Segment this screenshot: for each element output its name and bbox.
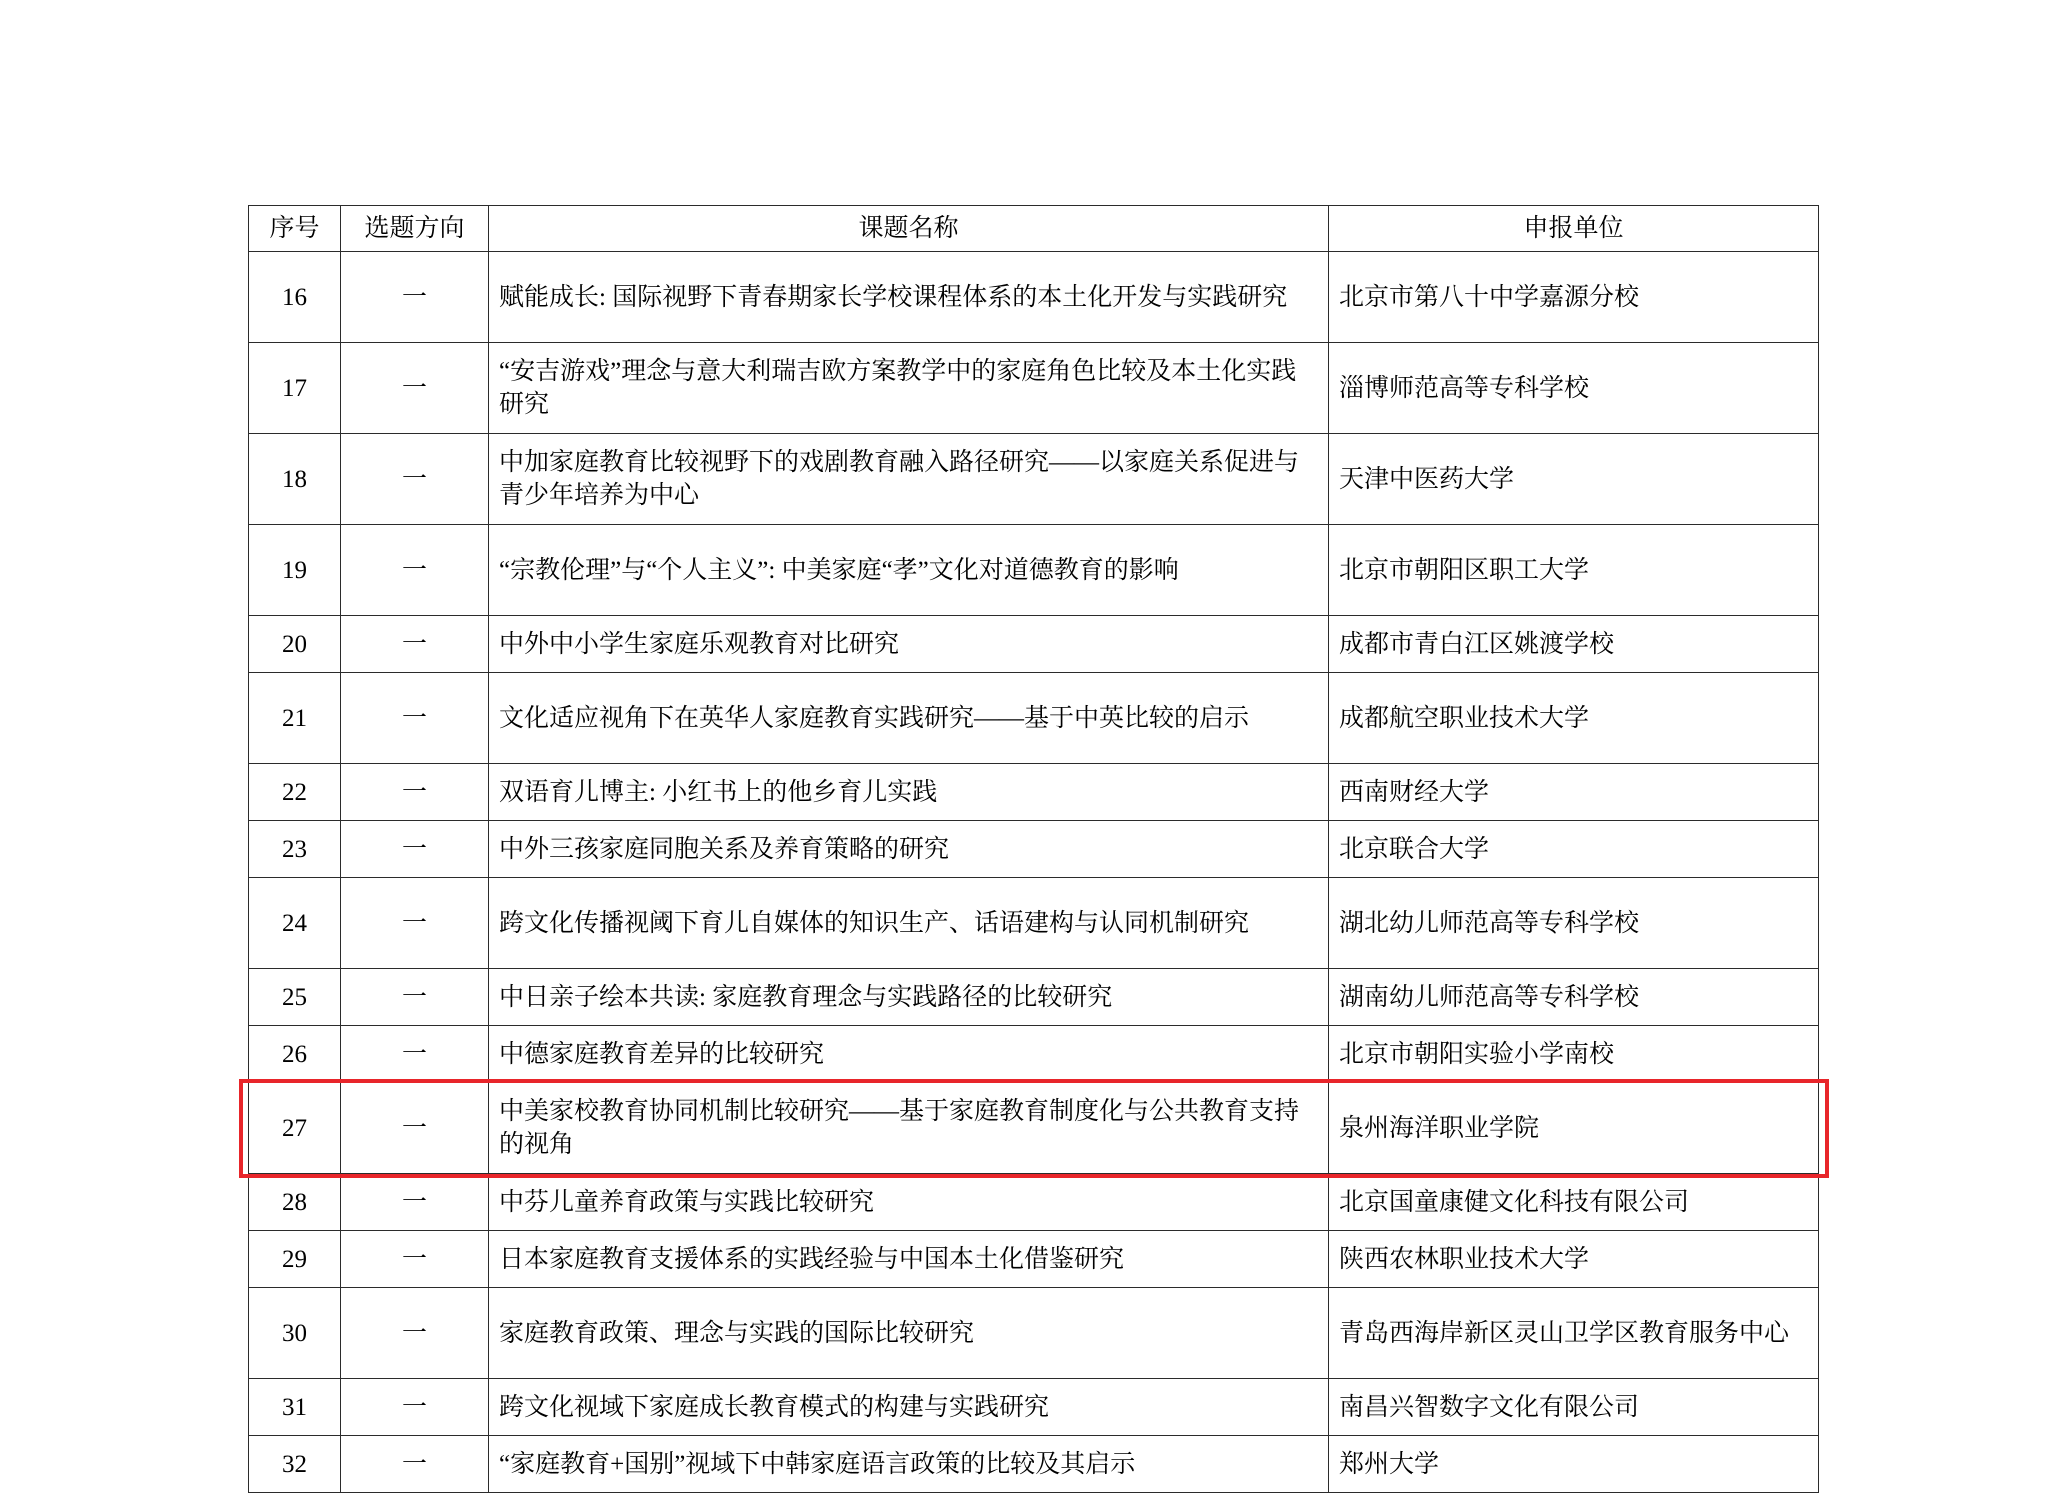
table-header-row — [249, 206, 1819, 252]
cell-direction: 一 — [341, 616, 489, 673]
cell-seq: 18 — [249, 434, 341, 525]
cell-title: 中德家庭教育差异的比较研究 — [489, 1026, 1329, 1083]
table-row — [249, 1379, 1819, 1436]
cell-title: 跨文化视域下家庭成长教育模式的构建与实践研究 — [489, 1379, 1329, 1436]
cell-title: 中芬儿童养育政策与实践比较研究 — [489, 1174, 1329, 1231]
cell-unit: 成都航空职业技术大学 — [1329, 673, 1819, 764]
table-header — [249, 206, 1819, 252]
table-row — [249, 343, 1819, 434]
cell-title: 中美家校教育协同机制比较研究——基于家庭教育制度化与公共教育支持的视角 — [489, 1083, 1329, 1174]
cell-unit: 南昌兴智数字文化有限公司 — [1329, 1379, 1819, 1436]
table-row — [249, 1026, 1819, 1083]
cell-seq: 25 — [249, 969, 341, 1026]
cell-direction: 一 — [341, 1083, 489, 1174]
header-cell-unit: 申报单位 — [1329, 206, 1819, 252]
cell-title: “宗教伦理”与“个人主义”: 中美家庭“孝”文化对道德教育的影响 — [489, 525, 1329, 616]
table-row — [249, 252, 1819, 343]
cell-direction: 一 — [341, 252, 489, 343]
table-row-highlighted — [249, 1083, 1819, 1174]
cell-seq: 19 — [249, 525, 341, 616]
cell-unit: 湖南幼儿师范高等专科学校 — [1329, 969, 1819, 1026]
cell-seq: 23 — [249, 821, 341, 878]
cell-title: 文化适应视角下在英华人家庭教育实践研究——基于中英比较的启示 — [489, 673, 1329, 764]
project-list-table — [248, 205, 1819, 1493]
cell-seq: 22 — [249, 764, 341, 821]
cell-seq: 28 — [249, 1174, 341, 1231]
cell-unit: 成都市青白江区姚渡学校 — [1329, 616, 1819, 673]
cell-seq: 32 — [249, 1436, 341, 1493]
cell-direction: 一 — [341, 1436, 489, 1493]
table-body — [249, 252, 1819, 1493]
table-row — [249, 616, 1819, 673]
header-cell-seq: 序号 — [249, 206, 341, 252]
cell-direction: 一 — [341, 1174, 489, 1231]
table-row — [249, 525, 1819, 616]
cell-seq: 16 — [249, 252, 341, 343]
cell-unit: 西南财经大学 — [1329, 764, 1819, 821]
table-row — [249, 673, 1819, 764]
cell-direction: 一 — [341, 343, 489, 434]
cell-title: 日本家庭教育支援体系的实践经验与中国本土化借鉴研究 — [489, 1231, 1329, 1288]
header-cell-direction: 选题方向 — [341, 206, 489, 252]
cell-unit: 北京市第八十中学嘉源分校 — [1329, 252, 1819, 343]
cell-seq: 30 — [249, 1288, 341, 1379]
cell-title: “家庭教育+国别”视域下中韩家庭语言政策的比较及其启示 — [489, 1436, 1329, 1493]
cell-unit: 青岛西海岸新区灵山卫学区教育服务中心 — [1329, 1288, 1819, 1379]
cell-title: 中日亲子绘本共读: 家庭教育理念与实践路径的比较研究 — [489, 969, 1329, 1026]
cell-unit: 淄博师范高等专科学校 — [1329, 343, 1819, 434]
cell-title: 家庭教育政策、理念与实践的国际比较研究 — [489, 1288, 1329, 1379]
table-row — [249, 764, 1819, 821]
cell-title: 中外三孩家庭同胞关系及养育策略的研究 — [489, 821, 1329, 878]
cell-title: 双语育儿博主: 小红书上的他乡育儿实践 — [489, 764, 1329, 821]
table-row — [249, 1231, 1819, 1288]
cell-seq: 29 — [249, 1231, 341, 1288]
cell-unit: 北京市朝阳实验小学南校 — [1329, 1026, 1819, 1083]
cell-title: 中外中小学生家庭乐观教育对比研究 — [489, 616, 1329, 673]
cell-title: 赋能成长: 国际视野下青春期家长学校课程体系的本土化开发与实践研究 — [489, 252, 1329, 343]
table-row — [249, 821, 1819, 878]
cell-title: 中加家庭教育比较视野下的戏剧教育融入路径研究——以家庭关系促进与青少年培养为中心 — [489, 434, 1329, 525]
project-list-table-wrapper — [248, 205, 1818, 1493]
cell-unit: 北京国童康健文化科技有限公司 — [1329, 1174, 1819, 1231]
cell-direction: 一 — [341, 1231, 489, 1288]
cell-unit: 北京市朝阳区职工大学 — [1329, 525, 1819, 616]
table-row — [249, 1288, 1819, 1379]
cell-direction: 一 — [341, 1288, 489, 1379]
cell-direction: 一 — [341, 673, 489, 764]
table-row — [249, 1436, 1819, 1493]
cell-unit: 泉州海洋职业学院 — [1329, 1083, 1819, 1174]
cell-unit: 郑州大学 — [1329, 1436, 1819, 1493]
table-row — [249, 878, 1819, 969]
table-row — [249, 969, 1819, 1026]
cell-direction: 一 — [341, 525, 489, 616]
table-row — [249, 1174, 1819, 1231]
cell-unit: 北京联合大学 — [1329, 821, 1819, 878]
table-row — [249, 434, 1819, 525]
cell-title: “安吉游戏”理念与意大利瑞吉欧方案教学中的家庭角色比较及本土化实践研究 — [489, 343, 1329, 434]
cell-seq: 21 — [249, 673, 341, 764]
cell-seq: 17 — [249, 343, 341, 434]
cell-direction: 一 — [341, 821, 489, 878]
cell-direction: 一 — [341, 764, 489, 821]
cell-direction: 一 — [341, 1026, 489, 1083]
cell-direction: 一 — [341, 1379, 489, 1436]
cell-seq: 24 — [249, 878, 341, 969]
cell-unit: 陕西农林职业技术大学 — [1329, 1231, 1819, 1288]
cell-title: 跨文化传播视阈下育儿自媒体的知识生产、话语建构与认同机制研究 — [489, 878, 1329, 969]
cell-direction: 一 — [341, 969, 489, 1026]
cell-seq: 27 — [249, 1083, 341, 1174]
cell-seq: 20 — [249, 616, 341, 673]
cell-unit: 湖北幼儿师范高等专科学校 — [1329, 878, 1819, 969]
cell-seq: 31 — [249, 1379, 341, 1436]
cell-direction: 一 — [341, 434, 489, 525]
cell-seq: 26 — [249, 1026, 341, 1083]
header-cell-title: 课题名称 — [489, 206, 1329, 252]
cell-direction: 一 — [341, 878, 489, 969]
cell-unit: 天津中医药大学 — [1329, 434, 1819, 525]
